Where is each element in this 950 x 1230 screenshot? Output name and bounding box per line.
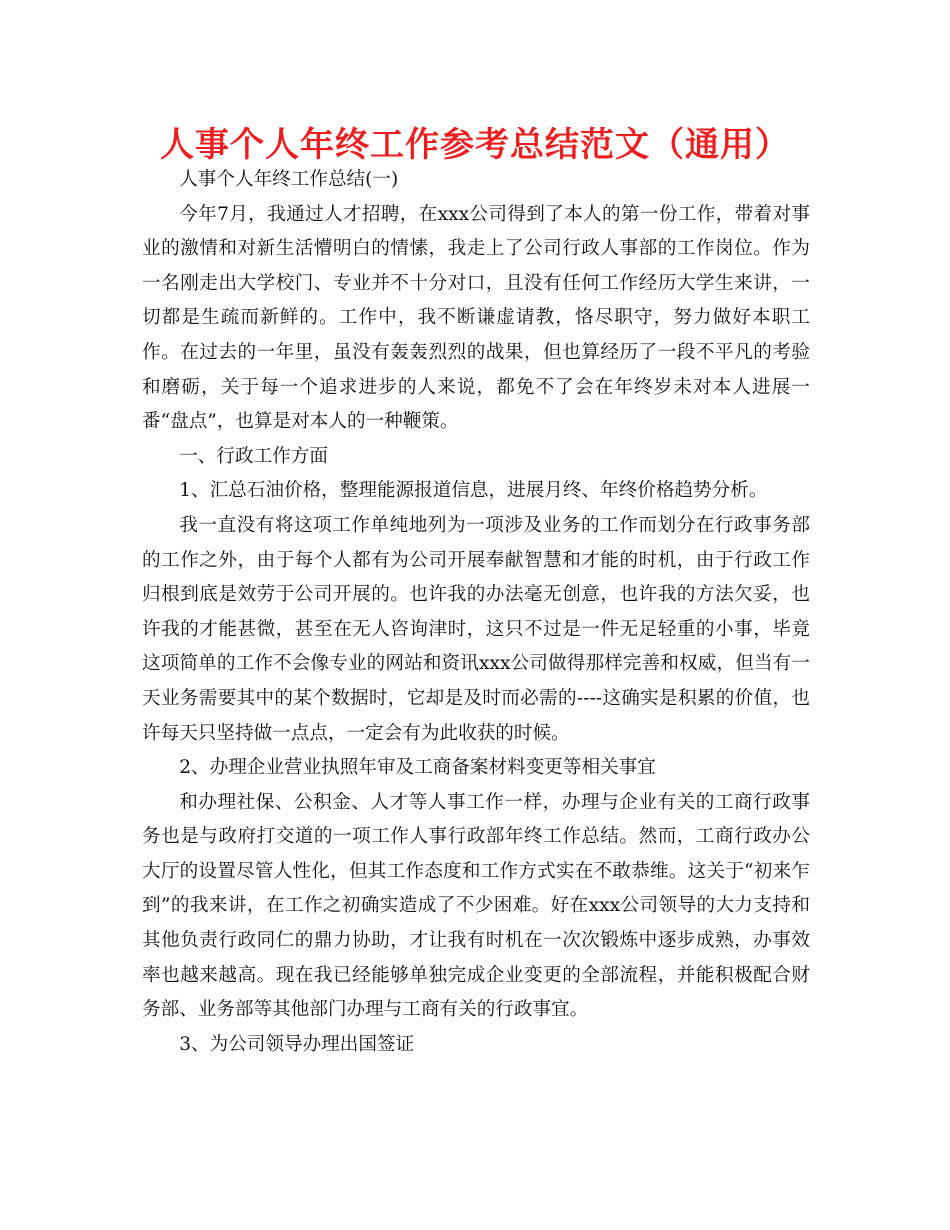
document-body xyxy=(142,163,810,1062)
section-heading: 一、行政工作方面 xyxy=(179,445,328,467)
body-paragraph: 我一直没有将这项工作单纯地列为一项涉及业务的工作而划分在行政事务部的工作之外，由于每个人都有为公司开展奉献智慧和才能的时机，由于行政工作归根到底是效劳于公司开展的。也许我的办法毫无创意，也许我的方法欠妥，也许我的才能甚微，甚至在无人咨询津时，这只不过是一件无足轻重的小事，毕竟这项简单的工作不会像专业的网站和资讯xxx公司做得那样完善和权威，但当有一天业务需要其中的某个数据时，它却是及时而必需的----这确实是积累的价值，也许每天只坚持做一点点，一定会有为此收获的时候。 xyxy=(142,514,810,744)
section-heading: 人事个人年终工作总结(一) xyxy=(179,169,399,190)
sub-heading: 1、汇总石油价格，整理能源报道信息，进展月终、年终价格趋势分析。 xyxy=(179,480,768,502)
sub-heading: 3、为公司领导办理出国签证 xyxy=(179,1033,415,1055)
body-paragraph: 今年7月，我通过人才招聘，在xxx公司得到了本人的第一份工作，带着对事业的激情和对新生活懵明白的情愫，我走上了公司行政人事部的工作岗位。作为一名刚走出大学校门、专业并不十分对口，且没有任何工作经历大学生来讲，一切都是生疏而新鲜的。工作中，我不断谦虚请教，恪尽职守，努力做好本职工作。在过去的一年里，虽没有轰轰烈烈的战果，但也算经历了一段不平凡的考验和磨砺，关于每一个追求进步的人来说，都免不了会在年终岁未对本人进展一番“盘点”，也算是对本人的一种鞭策。 xyxy=(142,203,810,433)
sub-heading: 2、办理企业营业执照年审及工商备案材料变更等相关事宜 xyxy=(179,757,656,779)
body-paragraph: 和办理社保、公积金、人才等人事工作一样，办理与企业有关的工商行政事务也是与政府打交道的一项工作人事行政部年终工作总结。然而，工商行政办公大厅的设置尽管人性化，但其工作态度和工作方式实在不敢恭维。这关于“初来乍到”的我来讲，在工作之初确实造成了不少困难。好在xxx公司领导的大力支持和其他负责行政同仁的鼎力协助，才让我有时机在一次次锻炼中逐步成熟，办事效率也越来越高。现在我已经能够单独完成企业变更的全部流程，并能积极配合财务部、业务部等其他部门办理与工商有关的行政事宜。 xyxy=(142,791,810,1021)
document-title: 人事个人年终工作参考总结范文（通用） xyxy=(160,125,790,165)
